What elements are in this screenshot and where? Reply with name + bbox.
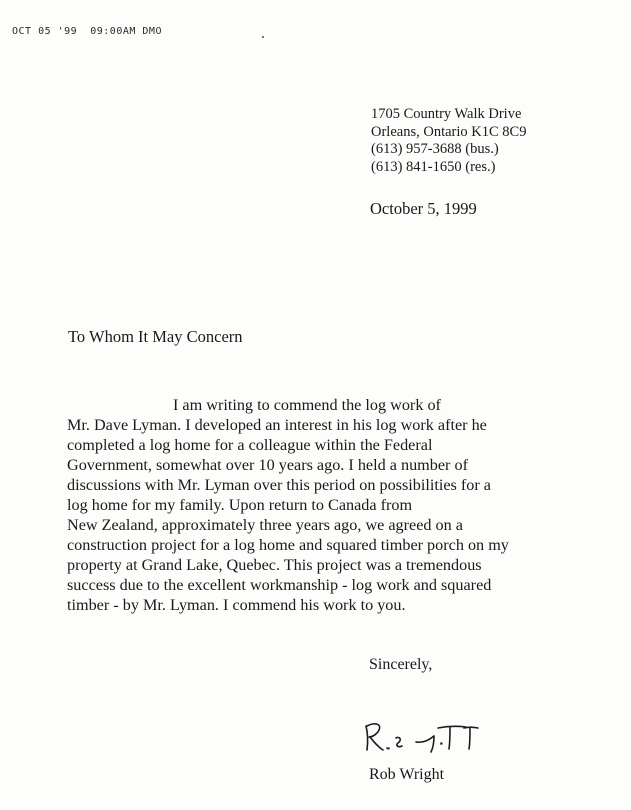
body-line: Mr. Dave Lyman. I developed an interest in his log work after he [67,416,487,434]
salutation: To Whom It May Concern [68,327,243,346]
address-line-city: Orleans, Ontario K1C 8C9 [371,123,527,140]
body-line: property at Grand Lake, Quebec. This project was a tremendous [67,556,482,574]
address-line-business-phone: (613) 957-3688 (bus.) [371,141,499,157]
body-line: discussions with Mr. Lyman over this period on possibilities for a [67,476,491,494]
fax-header: OCT 05 '99 09:00AM DMO [12,26,162,37]
closing: Sincerely, [369,656,433,673]
body-line: I am writing to commend the log work of [173,396,441,414]
body-line: timber - by Mr. Lyman. I commend his work to you. [67,596,406,614]
body-line: New Zealand, approximately three years ago, we agreed on a [67,516,463,534]
body-line: success due to the excellent workmanship - log work and squared [67,576,492,594]
speck-mark [262,36,264,38]
signer-name: Rob Wright [369,766,445,783]
body-line: log home for my family. Upon return to Canada from [67,496,413,514]
handwritten-signature [362,716,502,756]
address-line-residence-phone: (613) 841-1650 (res.) [371,158,496,175]
body-line: construction project for a log home and squared timber porch on my [67,536,509,554]
letter-date: October 5, 1999 [370,199,477,218]
address-line-street: 1705 Country Walk Drive [371,106,522,122]
body-line: Government, somewhat over 10 years ago. I held a number of [67,456,468,474]
body-line: completed a log home for a colleague within the Federal [67,436,433,454]
